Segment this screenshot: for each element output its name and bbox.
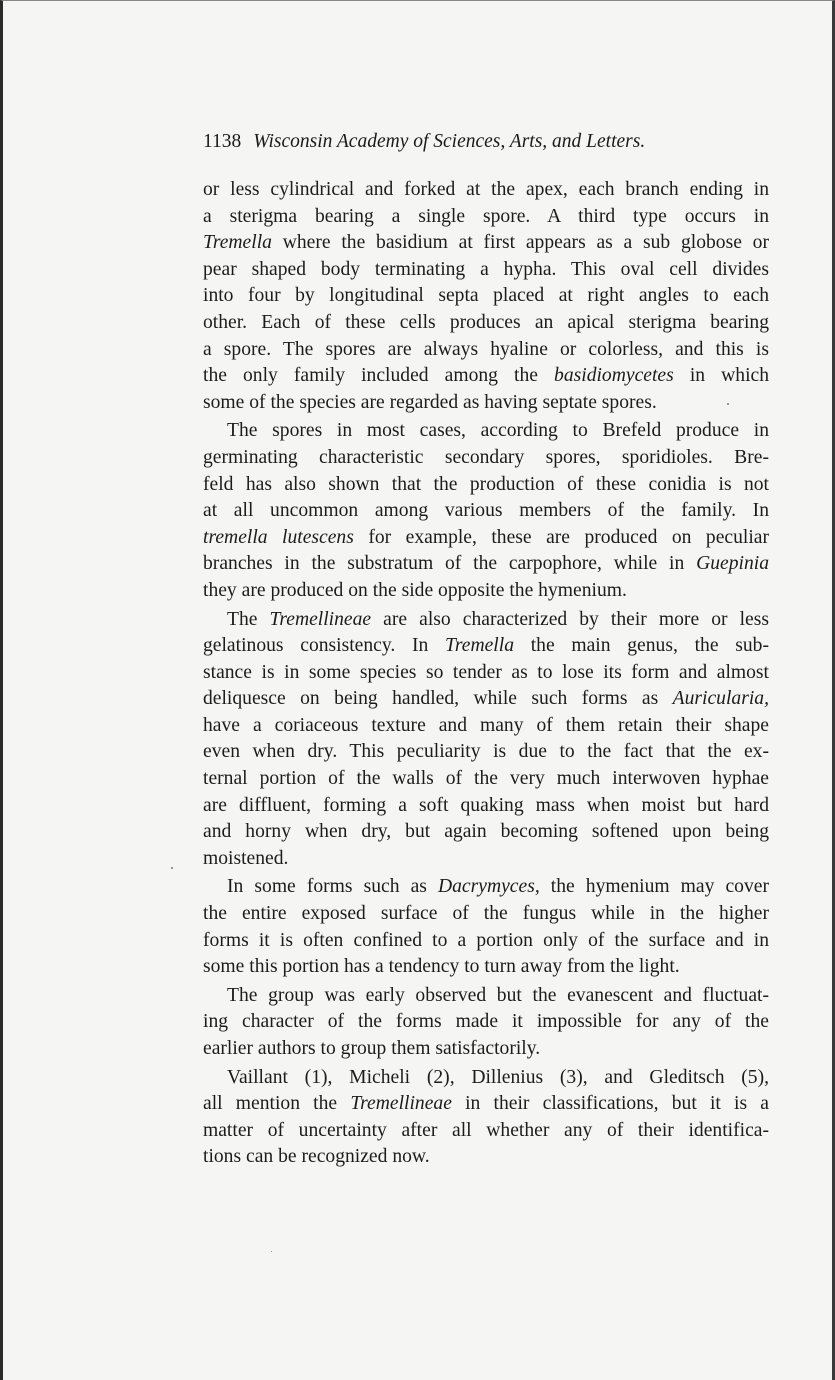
text-segment: forms it is often confined to a portion only of the surface and in <box>203 929 769 951</box>
text-line <box>203 1091 769 1118</box>
text-line <box>203 739 769 766</box>
text-segment: matter of uncertainty after all whether any of their identifica- <box>203 1119 769 1141</box>
text-line <box>203 660 769 687</box>
text-line <box>203 713 769 740</box>
text-segment: they are produced on the side opposite the hymenium. <box>203 579 627 601</box>
text-line <box>203 525 769 552</box>
italic-term: Auricularia, <box>672 688 769 710</box>
text-line <box>203 204 769 231</box>
text-line <box>203 954 769 981</box>
page-number: 1138 <box>203 131 242 152</box>
text-segment: feld has also shown that the production of these conidia is not <box>203 473 769 495</box>
text-segment: some of the species are regarded as having septate spores. <box>203 391 657 413</box>
italic-term: Tremella <box>203 232 272 254</box>
text-line <box>203 874 769 901</box>
scan-speck <box>271 1251 272 1252</box>
text-segment: the hymenium may cover <box>539 876 769 898</box>
text-line <box>203 578 769 605</box>
text-line <box>203 177 769 204</box>
text-segment: earlier authors to group them satisfactorily. <box>203 1038 541 1059</box>
text-line <box>203 230 769 257</box>
text-segment: where the basidium at first appears as a sub globose or <box>271 232 769 254</box>
text-segment: all mention the <box>203 1093 351 1115</box>
text-segment: and horny when dry, but again becoming softened upon being <box>203 821 769 843</box>
paragraph <box>203 418 769 604</box>
text-segment: tions can be recognized now. <box>203 1146 430 1168</box>
italic-term: basidiomycetes <box>554 365 674 387</box>
text-line <box>203 310 769 337</box>
italic-term: Tremellineae <box>269 608 372 630</box>
italic-term: Tremella <box>445 635 514 657</box>
text-segment: are diffluent, forming a soft quaking mass when moist but hard <box>203 794 769 816</box>
text-segment: a spore. The spores are always hyaline or colorless, and this is <box>203 338 769 360</box>
text-segment: the entire exposed surface of the fungus while in the higher <box>203 903 769 925</box>
paragraph <box>203 607 769 873</box>
scan-speck <box>171 867 173 869</box>
italic-term: Dacrymyces, <box>437 876 540 898</box>
text-line <box>203 363 769 390</box>
text-line <box>203 819 769 846</box>
text-line <box>203 846 769 873</box>
text-segment: In some forms such as <box>227 876 438 898</box>
text-segment: deliquesce on being handled, while such forms as <box>203 688 673 710</box>
text-line <box>203 283 769 310</box>
text-line <box>203 418 769 445</box>
journal-title: Wisconsin Academy of Sciences, Arts, and Letters. <box>253 131 646 152</box>
text-segment: other. Each of these cells produces an apical sterigma bearing <box>203 311 769 333</box>
scan-speck <box>727 403 729 405</box>
text-segment: The spores in most cases, according to Brefeld produce in <box>227 420 769 442</box>
text-segment: in which <box>673 365 769 387</box>
text-line <box>203 498 769 525</box>
text-line <box>203 901 769 928</box>
text-segment: a sterigma bearing a single spore. A third type occurs in <box>203 205 769 227</box>
text-segment: ternal portion of the walls of the very much interwoven hyphae <box>203 768 769 790</box>
text-line <box>203 1118 769 1145</box>
text-segment: or less cylindrical and forked at the apex, each branch ending in <box>203 179 769 200</box>
text-segment: Vaillant (1), Micheli (2), Dillenius (3), and Gleditsch (5), <box>227 1066 769 1088</box>
paragraph <box>203 983 769 1063</box>
text-segment: pear shaped body terminating a hypha. This oval cell divides <box>203 258 769 280</box>
text-line <box>203 1065 769 1092</box>
text-line <box>203 1036 769 1063</box>
text-segment: The group was early observed but the evanescent and fluctuat- <box>227 984 769 1006</box>
text-segment: in their classifications, but it is a <box>451 1093 769 1115</box>
paragraph <box>203 874 769 980</box>
text-segment: branches in the substratum of the carpophore, while in <box>203 553 697 575</box>
text-line <box>203 551 769 578</box>
italic-term: Guepinia <box>696 553 769 575</box>
text-line <box>203 766 769 793</box>
text-segment: gelatinous consistency. In <box>203 635 446 657</box>
text-line <box>203 1144 769 1171</box>
paragraph <box>203 1065 769 1171</box>
text-line <box>203 445 769 472</box>
text-line <box>203 633 769 660</box>
text-segment: stance is in some species so tender as to lose its form and almost <box>203 661 769 683</box>
text-line <box>203 686 769 713</box>
text-line <box>203 257 769 284</box>
text-line <box>203 472 769 499</box>
text-line <box>203 337 769 364</box>
text-line <box>203 928 769 955</box>
text-line <box>203 607 769 634</box>
text-segment: the main genus, the sub- <box>514 635 769 657</box>
paragraph <box>203 177 769 416</box>
text-segment: for example, these are produced on peculiar <box>353 526 769 548</box>
text-line <box>203 1009 769 1036</box>
text-segment: are also characterized by their more or less <box>371 608 769 630</box>
italic-term: tremella lutescens <box>203 526 354 548</box>
text-segment: germinating characteristic secondary spores, sporidioles. Bre- <box>203 446 769 468</box>
text-segment: moistened. <box>203 847 289 869</box>
text-line <box>203 390 769 417</box>
text-segment: even when dry. This peculiarity is due to the fact that the ex- <box>203 741 769 763</box>
text-segment: ing character of the forms made it impossible for any of the <box>203 1011 769 1033</box>
text-segment: at all uncommon among various members of the family. In <box>203 500 769 522</box>
text-line <box>203 983 769 1010</box>
text-line <box>203 793 769 820</box>
italic-term: Tremellineae <box>350 1093 452 1115</box>
text-segment: into four by longitudinal septa placed at right angles to each <box>203 285 769 307</box>
text-segment: have a coriaceous texture and many of them retain their shape <box>203 714 769 736</box>
text-segment: the only family included among the <box>203 365 555 387</box>
running-header <box>203 131 768 153</box>
body-text <box>203 177 769 1171</box>
text-segment: some this portion has a tendency to turn away from the light. <box>203 956 680 978</box>
text-segment: The <box>227 608 270 630</box>
